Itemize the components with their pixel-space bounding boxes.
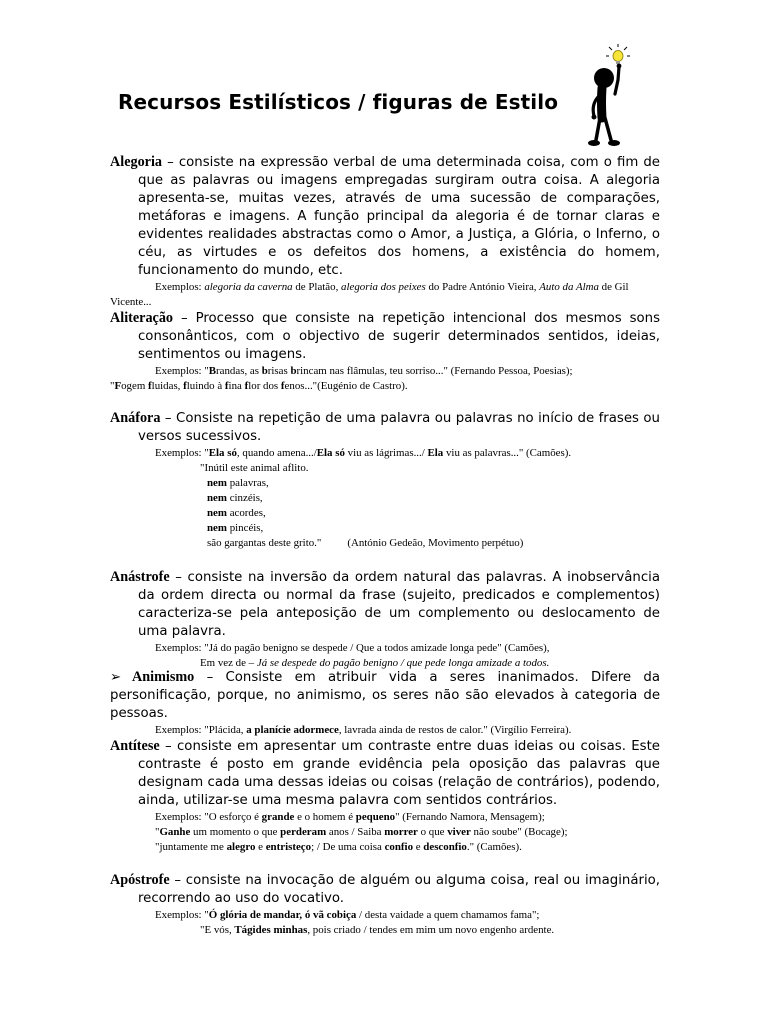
anafora-definition [110, 409, 660, 446]
aliteracao-body: – Processo que consiste na repetição intencional dos mesmos sons consonânticos, com o objectivo de sugerir determinados sentidos, ideias, sentimentos ou imagens. [138, 311, 660, 362]
example-text: do Padre António Vieira, [425, 281, 540, 293]
example-text: acordes, [226, 507, 266, 519]
aliteracao-example-2 [110, 379, 660, 394]
poem-line [110, 491, 660, 506]
example-emphasis: B [208, 365, 217, 377]
aliteracao-definition [110, 309, 660, 364]
animismo-examples [110, 723, 660, 738]
example-emphasis: grande [261, 811, 295, 823]
example-text: ." (Camões). [466, 841, 522, 853]
antitese-body: – consiste em apresentar um contraste entre duas ideias ou coisas. Este contraste é posto em grande evidência pela oposição das palavras que designam cada uma dessas ideias ou coisas (relação de contrários), podendo, ainda, utilizar-se uma mesma palavra com sentidos contrários. [138, 739, 660, 808]
example-text: , quando amena.../ [236, 447, 317, 459]
example-text: viu as palavras..." (Camões). [443, 447, 572, 459]
example-text: Em vez de – [200, 657, 257, 669]
example-emphasis: f [244, 380, 249, 392]
example-text: randas, as [216, 365, 262, 377]
example-emphasis: b [261, 365, 268, 377]
antitese-example-3 [110, 840, 660, 855]
example-emphasis: viver [447, 826, 471, 838]
example-text: Exemplos: " [155, 447, 209, 459]
antitese-definition [110, 737, 660, 810]
anastrofe-definition [110, 568, 660, 641]
stick-figure-with-lightbulb-icon [588, 44, 644, 152]
example-emphasis: perderam [280, 826, 327, 838]
anastrofe-body: – consiste na inversão da ordem natural das palavras. A inobservância da ordem directa ou normal da frase (sujeito, predicados e complementos) caracteriza-se pela anteposição de um complemento ou deslocamento de uma palavra. [138, 570, 660, 639]
alegoria-body: – consiste na expressão verbal de uma determinada coisa, com o fim de que as palavras ou imagens empregadas surgiram outra coisa. A alegoria apresenta-se, muitas vezes, através de uma sucessão de comparações, metáforas e imagens. A função principal da alegoria é de tornar claras e evidentes realidades abstractas como o Amor, a Justiça, a Glória, o Inferno, o céu, as virtudes e os defeitos dos homens, a existência do homem, funcionamento do mundo, etc. [138, 155, 660, 278]
example-text: cinzéis, [226, 492, 263, 504]
apostrofe-example-2 [110, 923, 660, 938]
example-text: viu as lágrimas.../ [344, 447, 428, 459]
apostrofe-definition [110, 871, 660, 908]
example-emphasis: desconfio [423, 841, 467, 853]
poem-line [110, 521, 660, 536]
entry-anastrofe [110, 568, 660, 671]
example-text: e o homem é [294, 811, 356, 823]
examples-label: Exemplos: [155, 281, 205, 293]
example-text: ogem [121, 380, 149, 392]
animismo-body: – Consiste em atribuir vida a seres inanimados. Difere da personificação, porque, no animismo, os seres não são elevados à categoria de pessoas. [110, 670, 660, 721]
example-text: um momento o que [190, 826, 281, 838]
antitese-term: Antítese [110, 738, 160, 754]
poem-source: (António Gedeão, Movimento perpétuo) [347, 537, 524, 549]
example-text: "juntamente me [155, 841, 227, 853]
example-emphasis: nem [207, 507, 227, 519]
example-emphasis: nem [207, 477, 227, 489]
animismo-term: Animismo [132, 669, 195, 685]
anastrofe-term: Anástrofe [110, 569, 170, 585]
anastrofe-example-1: Exemplos: "Já do pagão benigno se despede / Que a todos amizade longa pede" (Camões), [155, 642, 550, 654]
antitese-example-2 [110, 825, 660, 840]
example-emphasis: Ganhe [159, 826, 191, 838]
example-emphasis: Ela [427, 447, 444, 459]
anafora-body: – Consiste na repetição de uma palavra ou palavras no início de frases ou versos sucessivos. [138, 411, 660, 444]
alegoria-term: Alegoria [110, 154, 163, 170]
poem-line [110, 536, 660, 551]
example-text: palavras, [226, 477, 269, 489]
example-text: " [110, 380, 115, 392]
example-text: Exemplos: " [155, 909, 209, 921]
example-emphasis: F [114, 380, 122, 392]
aliteracao-example-1 [110, 364, 660, 379]
poem-line [110, 476, 660, 491]
example-emphasis: morrer [384, 826, 418, 838]
example-text: , pois criado / tendes em mim um novo engenho ardente. [307, 924, 555, 936]
aliteracao-term: Aliteração [110, 310, 174, 326]
example-emphasis: pequeno [355, 811, 396, 823]
example-text: ; / De uma coisa [311, 841, 385, 853]
example-emphasis: entristeço [265, 841, 312, 853]
example-emphasis: f [280, 380, 285, 392]
example-emphasis: confio [384, 841, 414, 853]
alegoria-examples [110, 280, 660, 310]
example-text: ina [228, 380, 245, 392]
example-text: Exemplos: "O esforço é [155, 811, 262, 823]
example-text: o que [417, 826, 448, 838]
example-text: "E vós, [200, 924, 235, 936]
example-emphasis: b [290, 365, 297, 377]
entry-antitese [110, 737, 660, 855]
alegoria-definition [110, 153, 660, 280]
example-emphasis: a planície adormece [246, 724, 339, 736]
example-text: , lavrada ainda de restos de calor." (Virgílio Ferreira). [338, 724, 572, 736]
example-emphasis: Tágides minhas [234, 924, 308, 936]
entry-alegoria [110, 153, 660, 310]
example-emphasis: f [148, 380, 152, 392]
example-text: e [255, 841, 266, 853]
example-text: Exemplos: "Plácida, [155, 724, 247, 736]
apostrofe-body: – consiste na invocação de alguém ou alguma coisa, real ou imaginário, recorrendo ao uso do vocativo. [138, 873, 660, 906]
entry-aliteracao [110, 309, 660, 394]
entry-animismo [110, 668, 660, 738]
animismo-definition [110, 668, 660, 723]
example-text: alegoria da caverna [204, 281, 293, 293]
example-text: de Gil Vicente... [110, 281, 629, 308]
example-text: e [413, 841, 424, 853]
poem-line: "Inútil este animal aflito. [200, 462, 309, 474]
page-title: Recursos Estilísticos / figuras de Estilo [118, 90, 559, 114]
example-text: Já se despede do pagão benigno / que pede longa amizade a todos. [256, 657, 550, 669]
apostrofe-example-1 [110, 908, 660, 923]
example-text: / desta vaidade a quem chamamos fama"; [356, 909, 540, 921]
example-emphasis: alegro [226, 841, 256, 853]
example-emphasis: f [224, 380, 229, 392]
example-text: Exemplos: " [155, 365, 209, 377]
entry-anafora [110, 409, 660, 551]
example-text: Auto da Alma [539, 281, 599, 293]
entry-apostrofe [110, 871, 660, 938]
example-emphasis: Ó glória de mandar, ó vã cobiça [208, 909, 357, 921]
apostrofe-term: Apóstrofe [110, 872, 170, 888]
anafora-examples [110, 446, 660, 461]
example-text: lor dos [248, 380, 281, 392]
example-text: enos..."(Eugénio de Castro). [284, 380, 408, 392]
example-text: anos / Saiba [326, 826, 385, 838]
example-text: rincam nas flâmulas, teu sorriso..." (Fernando Pessoa, Poesias); [296, 365, 573, 377]
example-emphasis: nem [207, 492, 227, 504]
example-text: não soube" (Bocage); [470, 826, 568, 838]
arrow-bullet-icon: ➢ [110, 670, 122, 685]
example-text: " (Fernando Namora, Mensagem); [395, 811, 545, 823]
example-text: luindo à [186, 380, 225, 392]
example-text: luidas, [151, 380, 184, 392]
example-text: de Platão, [292, 281, 342, 293]
example-text: pincéis, [226, 522, 264, 534]
example-text: risas [267, 365, 291, 377]
example-emphasis: f [183, 380, 187, 392]
example-text: " [155, 826, 160, 838]
example-text: alegoria dos peixes [341, 281, 426, 293]
anafora-term: Anáfora [110, 410, 161, 426]
poem-line [110, 506, 660, 521]
example-emphasis: Ela só [316, 447, 345, 459]
antitese-example-1 [110, 810, 660, 825]
example-emphasis: nem [207, 522, 227, 534]
example-text: são gargantas deste grito." [207, 537, 322, 549]
example-emphasis: Ela só [208, 447, 237, 459]
